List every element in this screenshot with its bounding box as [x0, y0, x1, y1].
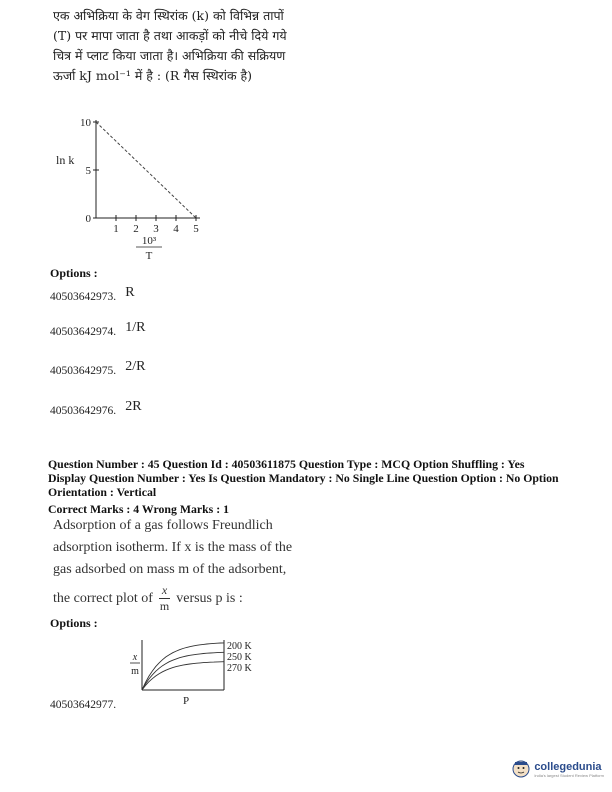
question-45-plot-line — [53, 583, 243, 614]
y-tick-label: 10 — [80, 117, 91, 129]
y-axis-label-numerator: x — [132, 652, 138, 663]
question-line: चित्र में प्लाट किया जाता है। अभिक्रिया की सक्रियण — [53, 48, 286, 63]
fraction-denominator: m — [159, 599, 170, 613]
option-value: 2/R — [125, 359, 146, 374]
isotherm-curve — [142, 643, 224, 690]
y-tick-label: 0 — [85, 213, 91, 225]
question-line: Adsorption of a gas follows Freundlich — [53, 518, 273, 533]
option-id[interactable]: 40503642977. — [50, 699, 117, 711]
x-tick-label: 4 — [173, 223, 179, 235]
curve-temperature-label: 270 K — [227, 663, 252, 674]
option-row[interactable] — [50, 285, 135, 305]
x-axis-label-denominator: T — [145, 250, 153, 262]
meta-line: Orientation : Vertical — [48, 485, 157, 499]
data-line — [96, 122, 196, 218]
y-tick-label: 5 — [85, 165, 91, 177]
meta-line: Display Question Number : Yes Is Question Mandatory : No Single Line Question Option : No Option — [48, 471, 559, 485]
option-id: 40503642975. — [50, 365, 117, 377]
question-line: gas adsorbed on mass m of the adsorbent, — [53, 562, 287, 577]
curve-temperature-label: 200 K — [227, 641, 252, 652]
option-id: 40503642973. — [50, 291, 117, 303]
brand-tagline: India's largest Student Review Platform — [534, 772, 604, 778]
brand-logo — [512, 760, 604, 778]
freundlich-isotherm-chart — [118, 636, 268, 708]
plot-suffix: versus p is : — [176, 590, 243, 606]
y-axis-label-denominator: m — [131, 666, 139, 677]
option-value: 1/R — [125, 320, 146, 335]
option-row[interactable] — [50, 399, 142, 419]
curve-temperature-label: 250 K — [227, 652, 252, 663]
options-label: Options : — [50, 266, 98, 280]
option-id: 40503642974. — [50, 326, 117, 338]
x-tick-label: 1 — [113, 223, 119, 235]
options-label: Options : — [50, 616, 98, 630]
x-tick-label: 5 — [193, 223, 199, 235]
question-45-metadata — [48, 457, 588, 516]
option-row[interactable] — [50, 359, 145, 379]
x-tick-label: 2 — [133, 223, 139, 235]
question-45-text — [53, 515, 313, 581]
meta-line: Question Number : 45 Question Id : 40503611875 Question Type : MCQ Option Shuffling : Yes — [48, 457, 525, 471]
marks-line: Correct Marks : 4 Wrong Marks : 1 — [48, 502, 229, 516]
x-axis-label-numerator: 10³ — [141, 235, 157, 247]
option-value: R — [125, 285, 135, 300]
isotherm-curve — [142, 652, 224, 690]
question-line: ऊर्जा kJ mol⁻¹ में है : (R गैस स्थिरांक है) — [53, 68, 253, 83]
x-axis-label: P — [182, 695, 190, 707]
question-line: (T) पर मापा जाता है तथा आकड़ों को नीचे दिये गये — [53, 28, 287, 43]
x-tick-label: 3 — [153, 223, 159, 235]
student-mascot-icon — [512, 760, 530, 778]
y-axis-label: ln k — [56, 153, 75, 167]
isotherm-curve — [142, 662, 224, 690]
brand-name: collegedunia — [534, 760, 602, 773]
option-id: 40503642976. — [50, 405, 117, 417]
plot-prefix: the correct plot of — [53, 590, 153, 606]
fraction-numerator: x — [159, 583, 170, 599]
question-line: एक अभिक्रिया के वेग स्थिरांक (k) को विभिन्न तापों — [53, 8, 284, 23]
question-line: adsorption isotherm. If x is the mass of the — [53, 540, 293, 555]
x-over-m-fraction — [159, 583, 170, 614]
lnk-vs-inverse-temp-chart — [40, 112, 240, 264]
question-44-text — [53, 6, 303, 86]
option-value: 2R — [125, 399, 142, 414]
option-row[interactable] — [50, 320, 145, 340]
